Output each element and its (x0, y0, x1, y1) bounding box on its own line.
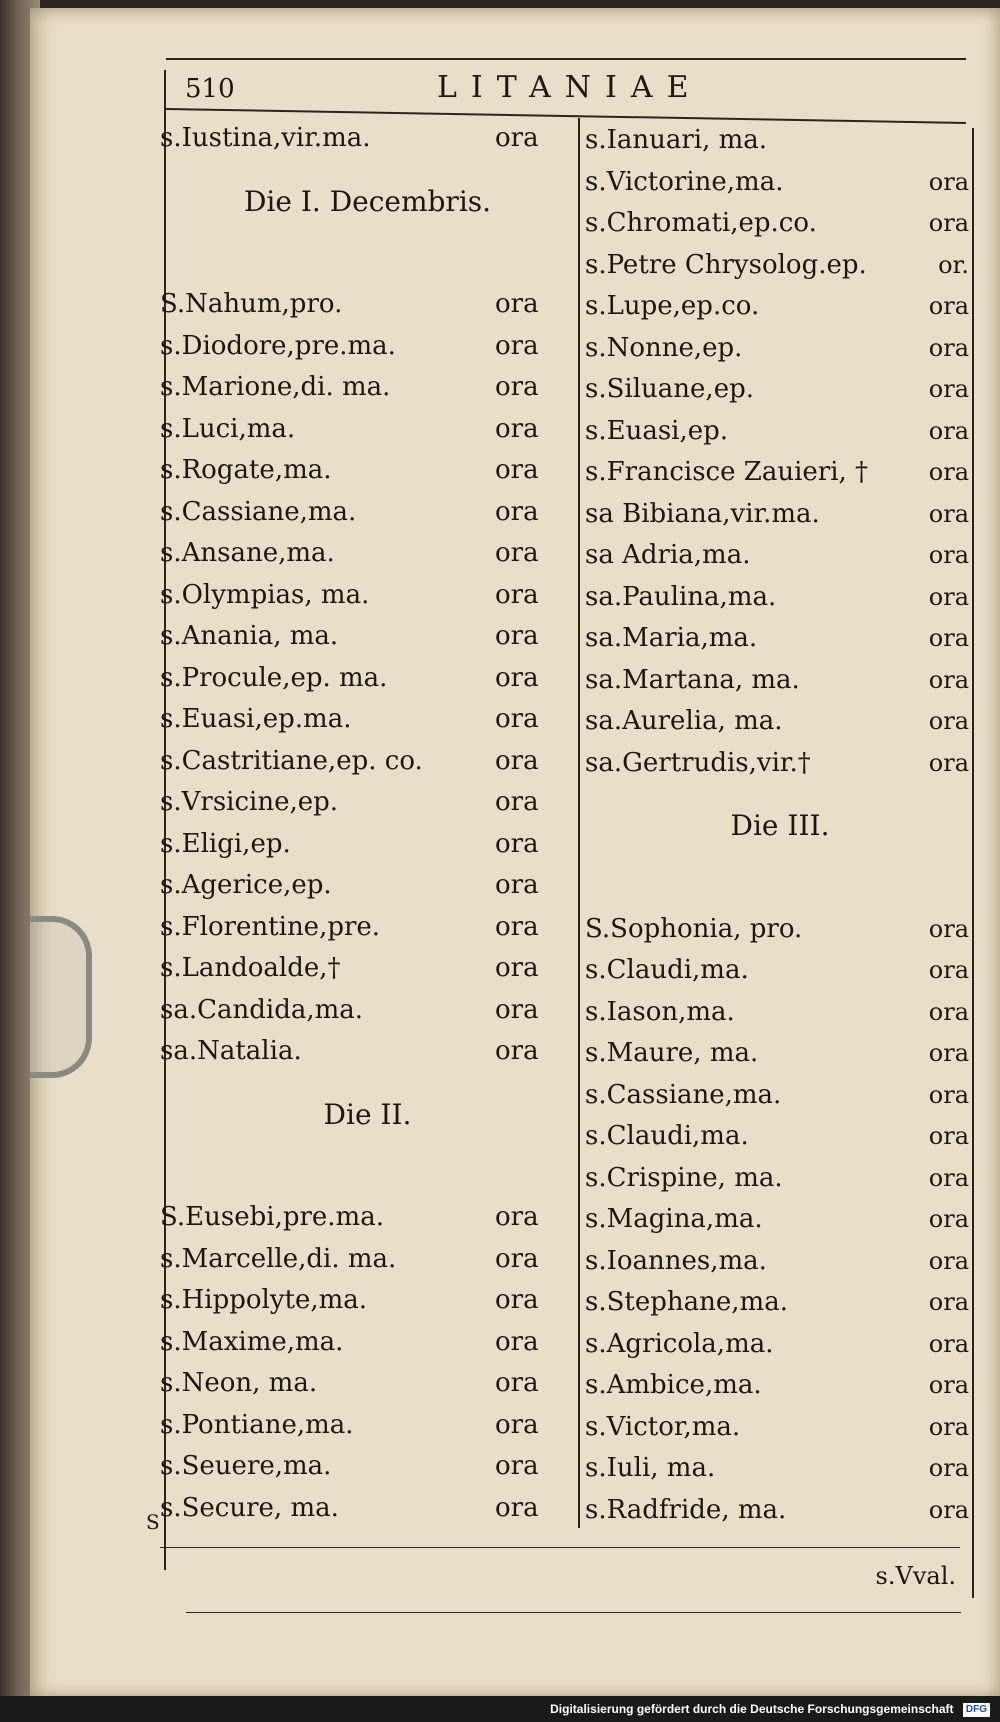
spacer (160, 243, 575, 285)
response-ora: ora (928, 1163, 969, 1192)
response-ora: ora (928, 1371, 969, 1399)
litany-entry (160, 616, 575, 658)
litany-entry (160, 575, 575, 617)
response-ora: ora (495, 289, 539, 319)
footer-credit: Digitalisierung gefördert durch die Deutsche Forschungsgemeinschaft (550, 1702, 954, 1716)
litany-entry (160, 699, 575, 741)
litany-entry (585, 1448, 975, 1490)
litany-entry (160, 533, 575, 575)
litany-entry (160, 1446, 575, 1488)
litany-entry (160, 1197, 575, 1239)
response-ora: ora (928, 416, 969, 445)
litany-entry (585, 1324, 975, 1366)
response-ora: ora (495, 704, 539, 734)
response-ora: ora (495, 123, 539, 153)
saint-name: s.Maure, ma. (585, 1038, 759, 1068)
litany-entry (160, 367, 575, 409)
litany-entry (585, 120, 975, 162)
saint-name: s.Castritiane,ep. co. (160, 745, 423, 776)
litany-entry (585, 701, 975, 743)
saint-name: s.Petre Chrysolog.ep. (585, 249, 867, 280)
saint-name: s.Magina,ma. (585, 1204, 763, 1234)
saint-name: s.Iustina,vir.ma. (160, 123, 371, 153)
response-ora: ora (928, 748, 969, 777)
litany-entry (585, 909, 975, 951)
response-ora: ora (928, 956, 969, 984)
saint-name: sa.Aurelia, ma. (585, 706, 783, 736)
response-ora: ora (495, 621, 539, 651)
column-divider (578, 118, 580, 1528)
saint-name: s.Victor,ma. (585, 1411, 741, 1442)
response-ora: ora (928, 1412, 969, 1441)
litany-entry (585, 162, 975, 204)
saint-name: s.Ioannes,ma. (585, 1245, 767, 1276)
response-ora: ora (495, 538, 539, 568)
saint-name: s.Anania, ma. (160, 621, 339, 651)
response-ora: ora (495, 496, 539, 527)
saint-name: s.Florentine,pre. (160, 911, 381, 942)
litany-entry (585, 286, 975, 328)
catchword: s.Vval. (875, 1562, 956, 1590)
saint-name: s.Seuere,ma. (160, 1451, 332, 1481)
saint-name: s.Francisce Zauieri, † (585, 457, 869, 487)
response-ora: or. (938, 250, 969, 279)
response-ora: ora (495, 1368, 539, 1398)
saint-name: s.Rogate,ma. (160, 455, 332, 485)
litany-entry (585, 743, 975, 785)
saint-name: s.Cassiane,ma. (585, 1079, 782, 1110)
response-ora: ora (928, 997, 969, 1026)
litany-entry (160, 658, 575, 700)
response-ora: ora (928, 665, 969, 694)
saint-name: s.Iason,ma. (585, 996, 735, 1027)
response-ora: ora (495, 1451, 539, 1481)
response-ora: ora (928, 375, 969, 403)
saint-name: s.Claudi,ma. (585, 955, 749, 985)
litany-entry (585, 1116, 975, 1158)
response-ora: ora (928, 541, 969, 569)
litany-entry (585, 618, 975, 660)
litany-entry (160, 450, 575, 492)
litany-entry (160, 118, 575, 160)
response-ora: ora (928, 1288, 969, 1316)
litany-entry (585, 1158, 975, 1200)
saint-name: S.Sophonia, pro. (585, 913, 803, 944)
response-ora: ora (928, 1205, 969, 1233)
response-ora: ora (928, 707, 969, 735)
response-ora: ora (928, 582, 969, 611)
response-ora: ora (928, 458, 969, 486)
saint-name: s.Nonne,ep. (585, 332, 743, 363)
litany-entry (160, 782, 575, 824)
saint-name: s.Secure, ma. (160, 1492, 339, 1523)
litany-entry (585, 950, 975, 992)
response-ora: ora (928, 624, 969, 652)
saint-name: s.Agricola,ma. (585, 1328, 774, 1359)
saint-name: s.Radfride, ma. (585, 1494, 787, 1525)
response-ora: ora (495, 828, 539, 859)
saint-name: s.Neon, ma. (160, 1368, 318, 1398)
frame-top-rule (166, 58, 966, 60)
litany-entry (585, 1490, 975, 1532)
response-ora: ora (495, 1202, 539, 1232)
response-ora: ora (495, 745, 539, 776)
right-column (585, 120, 975, 1531)
response-ora: ora (928, 1246, 969, 1275)
response-ora: ora (928, 1495, 969, 1524)
litany-entry (160, 326, 575, 368)
response-ora: ora (495, 1492, 539, 1523)
litany-entry (585, 992, 975, 1034)
saint-name: s.Euasi,ep. (585, 415, 729, 446)
saint-name: s.Pontiane,ma. (160, 1409, 354, 1440)
litany-entry (585, 1241, 975, 1283)
saint-name: s.Marcelle,di. ma. (160, 1243, 397, 1274)
response-ora: ora (928, 1039, 969, 1067)
left-column (160, 118, 575, 1529)
litany-entry (585, 245, 975, 287)
response-ora: ora (928, 333, 969, 362)
saint-name: s.Lupe,ep.co. (585, 291, 760, 321)
saint-name: s.Ambice,ma. (585, 1370, 762, 1400)
litany-entry (160, 948, 575, 990)
saint-name: s.Claudi,ma. (585, 1121, 749, 1151)
litany-entry (585, 577, 975, 619)
response-ora: ora (495, 911, 539, 942)
running-head (165, 66, 965, 106)
response-ora: ora (928, 499, 969, 528)
litany-entry (585, 535, 975, 577)
saint-name: s.Stephane,ma. (585, 1287, 788, 1317)
saint-name: s.Marione,di. ma. (160, 372, 391, 402)
litany-entry (585, 411, 975, 453)
response-ora: ora (928, 1329, 969, 1358)
saint-name: s.Crispine, ma. (585, 1162, 783, 1193)
response-ora: ora (495, 787, 539, 817)
litany-entry (160, 1322, 575, 1364)
saint-name: s.Agerice,ep. (160, 870, 332, 900)
response-ora: ora (495, 1036, 539, 1066)
litany-entry (160, 990, 575, 1032)
litany-entry (585, 203, 975, 245)
response-ora: ora (495, 455, 539, 485)
day-heading: Die II. (323, 1097, 412, 1131)
day-heading: Die III. (730, 809, 830, 842)
litany-entry (585, 369, 975, 411)
litany-entry (160, 1031, 575, 1073)
litany-entry (585, 494, 975, 536)
response-ora: ora (495, 1243, 539, 1274)
response-ora: ora (495, 330, 539, 361)
litany-entry (160, 824, 575, 866)
response-ora: ora (495, 1326, 539, 1357)
response-ora: ora (495, 372, 539, 402)
litany-entry (160, 1363, 575, 1405)
saint-name: s.Chromati,ep.co. (585, 208, 817, 238)
saint-name: S.Eusebi,pre.ma. (160, 1202, 384, 1232)
response-ora: ora (928, 914, 969, 943)
response-ora: ora (495, 579, 539, 610)
saint-name: sa.Gertrudis,vir.† (585, 747, 811, 778)
saint-name: s.Victorine,ma. (585, 166, 784, 197)
litany-entry (160, 492, 575, 534)
frame-bottom-rule (160, 1547, 960, 1548)
response-ora: ora (495, 994, 539, 1025)
frame-base-rule (186, 1612, 961, 1613)
saint-name: s.Maxime,ma. (160, 1326, 344, 1357)
litany-entry (160, 409, 575, 451)
litany-entry (585, 1199, 975, 1241)
litany-entry (160, 1488, 575, 1530)
spacer (585, 867, 975, 909)
litany-entry (585, 328, 975, 370)
litany-entry (585, 660, 975, 702)
litany-entry (160, 907, 575, 949)
saint-name: sa.Paulina,ma. (585, 581, 777, 612)
saint-name: s.Diodore,pre.ma. (160, 330, 396, 361)
litany-entry (585, 452, 975, 494)
litany-entry (160, 741, 575, 783)
saint-name: s.Luci,ma. (160, 413, 296, 444)
litany-entry (585, 1075, 975, 1117)
response-ora: ora (495, 953, 539, 983)
saint-name: sa Bibiana,vir.ma. (585, 498, 820, 529)
response-ora: ora (928, 292, 969, 320)
saint-name: s.Ianuari, ma. (585, 125, 768, 155)
saint-name: sa.Candida,ma. (160, 994, 364, 1025)
response-ora: ora (495, 1409, 539, 1440)
litany-entry (585, 1365, 975, 1407)
saint-name: sa.Martana, ma. (585, 664, 800, 695)
running-title: LITANIAE (437, 70, 703, 105)
litany-entry (585, 1282, 975, 1324)
saint-name: s.Siluane,ep. (585, 374, 754, 404)
saint-name: s.Iuli, ma. (585, 1453, 716, 1483)
digitization-footer (0, 1696, 1000, 1722)
saint-name: s.Olympias, ma. (160, 579, 370, 610)
saint-name: s.Procule,ep. ma. (160, 662, 388, 693)
response-ora: ora (495, 1285, 539, 1315)
response-ora: ora (495, 870, 539, 900)
saint-name: S.Nahum,pro. (160, 289, 343, 319)
response-ora: ora (495, 662, 539, 693)
dfg-logo: DFG (963, 1703, 990, 1717)
litany-entry (160, 865, 575, 907)
saint-name: s.Eligi,ep. (160, 828, 291, 859)
response-ora: ora (928, 1122, 969, 1150)
response-ora: ora (928, 1080, 969, 1109)
litany-entry (160, 284, 575, 326)
saint-name: s.Vrsicine,ep. (160, 787, 339, 817)
litany-entry (160, 1239, 575, 1281)
saint-name: s.Cassiane,ma. (160, 496, 357, 527)
response-ora: ora (495, 413, 539, 444)
saint-name: sa.Natalia. (160, 1036, 302, 1066)
saint-name: s.Euasi,ep.ma. (160, 704, 352, 734)
saint-name: s.Landoalde,† (160, 953, 341, 983)
litany-entry (585, 1407, 975, 1449)
saint-name: sa Adria,ma. (585, 540, 751, 570)
page-number: 510 (185, 74, 235, 104)
day-heading: Die I. Decembris. (243, 184, 492, 218)
saint-name: s.Hippolyte,ma. (160, 1285, 368, 1315)
litany-entry (160, 1405, 575, 1447)
response-ora: ora (928, 209, 969, 237)
litany-entry (160, 1280, 575, 1322)
saint-name: s.Ansane,ma. (160, 538, 335, 568)
saint-name: sa.Maria,ma. (585, 623, 758, 653)
litany-entry (585, 1033, 975, 1075)
response-ora: ora (928, 1454, 969, 1482)
signature-mark: S (146, 1510, 160, 1534)
book-clasp (30, 916, 92, 1078)
spacer (160, 1156, 575, 1198)
response-ora: ora (928, 167, 969, 196)
